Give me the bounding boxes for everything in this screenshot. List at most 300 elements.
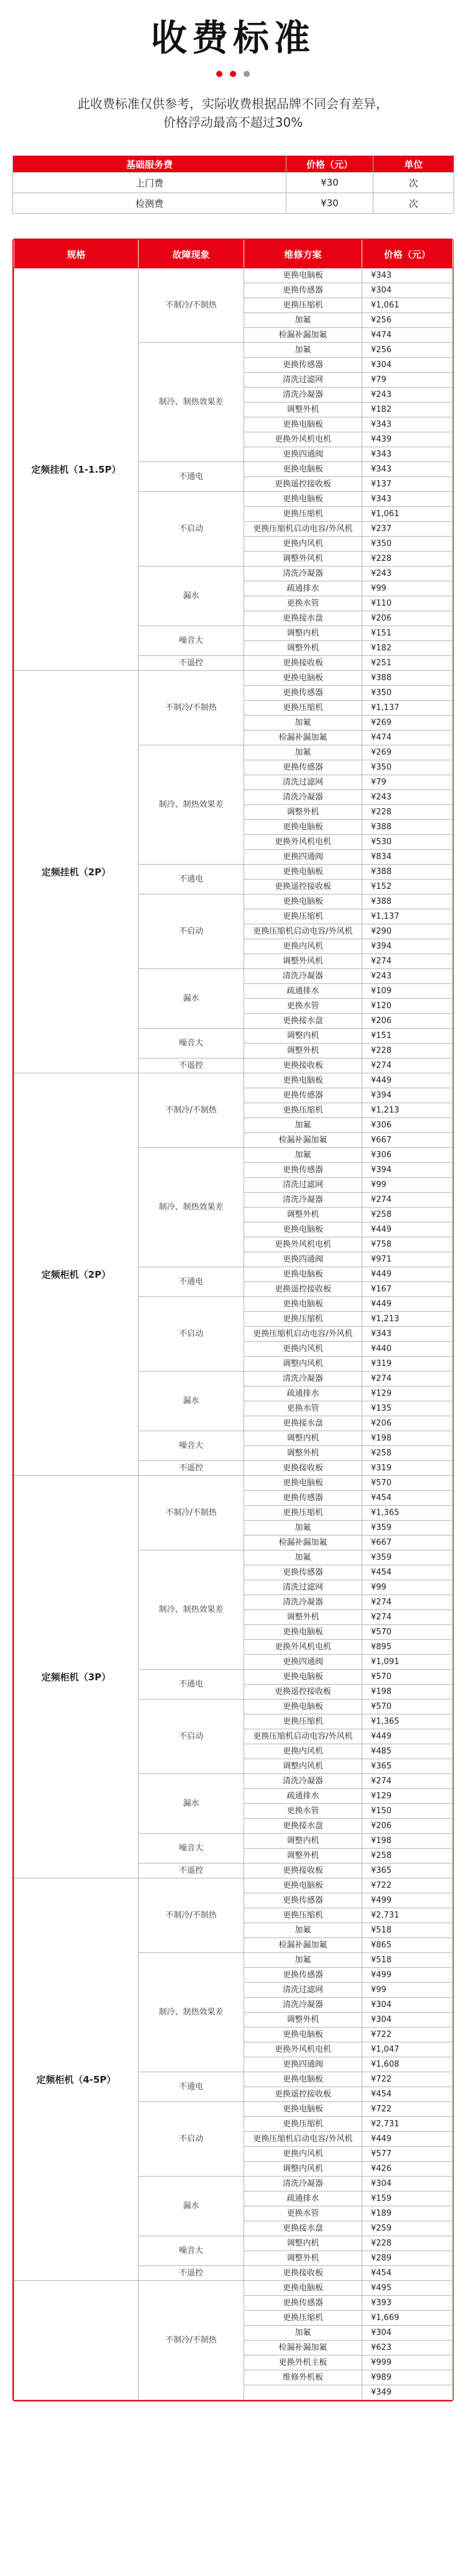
price-cell: ¥474 [362,730,453,745]
solution-cell: 更换电脑板 [244,1267,362,1282]
price-cell: ¥259 [362,2221,453,2236]
header-cell: 基础服务费 [13,156,286,173]
solution-cell: 清洗冷凝器 [244,1372,362,1386]
price-cell: ¥258 [362,1208,453,1222]
solution-cell: 调整外风机 [244,552,362,567]
solution-cell: 调整内机 [244,2236,362,2251]
solution-cell: 更换传感器 [244,1163,362,1178]
price-cell: ¥1,091 [362,1655,453,1670]
price-cell: ¥99 [362,1178,453,1193]
price-cell: ¥394 [362,1163,453,1178]
price-cell: ¥110 [362,596,453,611]
solution-cell: 清洗冷凝器 [244,1193,362,1208]
solution-cell: 更换水管 [244,1804,362,1819]
solution-cell: 更换电脑板 [244,865,362,880]
price-cell: ¥834 [362,850,453,865]
price-cell: ¥79 [362,775,453,790]
fault-cell: 不通电 [139,1670,244,1700]
price-cell: ¥304 [362,358,453,373]
price-cell: ¥269 [362,745,453,760]
price-cell: ¥667 [362,1536,453,1550]
table-header-row [14,240,453,268]
solution-cell: 更换接收板 [244,1864,362,1878]
solution-cell: 清洗冷凝器 [244,1595,362,1610]
price-cell: ¥274 [362,1774,453,1789]
fault-cell: 制冷、制热效果差 [139,745,244,865]
solution-cell: 加氟 [244,313,362,328]
fault-cell: 制冷、制热效果差 [139,1953,244,2072]
solution-cell: 更换电脑板 [244,2102,362,2117]
price-cell: ¥256 [362,343,453,358]
fault-cell: 漏水 [139,1774,244,1834]
fault-cell: 不启动 [139,1297,244,1372]
solution-cell: 调整内风机 [244,2162,362,2177]
price-cell: ¥256 [362,313,453,328]
solution-cell: 调整内机 [244,1834,362,1849]
fault-cell: 制冷、制热效果差 [139,1550,244,1670]
price-cell: ¥151 [362,626,453,641]
solution-cell: 清洗冷凝器 [244,969,362,984]
price-cell: ¥228 [362,2236,453,2251]
price-cell: ¥137 [362,477,453,492]
solution-cell: 更换传感器 [244,1491,362,1506]
price-cell: ¥1,213 [362,1312,453,1327]
solution-cell: 疏通排水 [244,1386,362,1401]
price-cell: ¥152 [362,880,453,894]
table-row [13,193,454,214]
solution-cell: 更换电脑板 [244,894,362,909]
price-cell: ¥274 [362,1193,453,1208]
solution-cell: 更换传感器 [244,1565,362,1580]
price-cell: ¥198 [362,1685,453,1700]
price-cell: ¥304 [362,283,453,298]
solution-cell: 加氟 [244,1118,362,1133]
fault-cell: 漏水 [139,567,244,626]
price-cell: ¥274 [362,1058,453,1073]
price-cell: ¥343 [362,462,453,477]
price-cell: ¥758 [362,1237,453,1252]
service-cell: 上门费 [13,173,286,193]
solution-cell: 加氟 [244,745,362,760]
solution-cell: 更换内风机 [244,1744,362,1759]
solution-cell: 检漏补漏加氟 [244,328,362,343]
solution-cell: 清洗过滤网 [244,1580,362,1595]
price-cell: ¥79 [362,373,453,388]
price-cell: ¥394 [362,939,453,954]
solution-cell: 更换四通阀 [244,447,362,462]
price-cell: ¥319 [362,1357,453,1372]
price-cell: ¥306 [362,1118,453,1133]
solution-cell: 清洗过滤网 [244,1983,362,1998]
table-header-row [13,156,454,173]
solution-cell: 加氟 [244,343,362,358]
spec-cell: 定频柜机（2P） [14,1073,139,1476]
solution-cell: 更换外风机电机 [244,1237,362,1252]
price-cell: ¥258 [362,1849,453,1864]
price-cell: ¥189 [362,2206,453,2221]
solution-cell: 更换电脑板 [244,1073,362,1088]
price-cell: ¥206 [362,611,453,626]
price-cell: ¥359 [362,1550,453,1565]
price-cell: ¥206 [362,1014,453,1029]
price-cell: ¥454 [362,1491,453,1506]
price-cell: ¥989 [362,2370,453,2385]
price-cell: ¥129 [362,1789,453,1804]
solution-cell: 更换内风机 [244,2147,362,2162]
solution-cell: 更换传感器 [244,686,362,701]
fault-cell: 不启动 [139,894,244,969]
solution-cell: 更换传感器 [244,760,362,775]
price-cell: ¥570 [362,1670,453,1685]
solution-cell: 更换电脑板 [244,671,362,686]
solution-cell: 检漏补漏加氟 [244,1133,362,1148]
price-cell: ¥206 [362,1819,453,1834]
price-cell: ¥570 [362,1700,453,1714]
solution-cell: 调整外机 [244,805,362,820]
price-cell: ¥394 [362,1088,453,1103]
price-cell: ¥449 [362,1297,453,1312]
price-cell: ¥1,061 [362,298,453,313]
solution-cell: 更换电脑板 [244,417,362,432]
price-cell: ¥1,047 [362,2042,453,2057]
price-cell: ¥365 [362,1864,453,1878]
price-cell: ¥439 [362,432,453,447]
solution-cell: 更换电脑板 [244,1476,362,1491]
solution-cell: 更换压缩机启动电容/外风机 [244,1327,362,1342]
solution-cell: 更换接水盘 [244,1416,362,1431]
fault-cell: 不遥控 [139,2266,244,2281]
price-cell: ¥349 [362,2385,453,2400]
price-cell: ¥109 [362,984,453,999]
solution-cell: 更换遥控接收板 [244,880,362,894]
solution-cell: 更换压缩机 [244,1312,362,1327]
solution-cell: 更换接水盘 [244,1014,362,1029]
solution-cell [244,2385,362,2400]
solution-cell: 更换电脑板 [244,2072,362,2087]
price-cell: ¥150 [362,1804,453,1819]
table-row [14,268,453,283]
price-cell: ¥999 [362,2355,453,2370]
price-cell: ¥99 [362,581,453,596]
solution-cell: 更换水管 [244,596,362,611]
price-cell: ¥359 [362,1521,453,1536]
solution-cell: 检漏补漏加氟 [244,2341,362,2355]
solution-cell: 更换外机主板 [244,2355,362,2370]
solution-cell: 更换传感器 [244,1968,362,1983]
price-cell: ¥440 [362,1342,453,1357]
price-cell: ¥350 [362,686,453,701]
price-cell: ¥1,137 [362,701,453,716]
price-cell: ¥343 [362,268,453,283]
solution-cell: 加氟 [244,1550,362,1565]
price-cell: ¥350 [362,537,453,552]
solution-cell: 检漏补漏加氟 [244,1938,362,1953]
title-dots [0,71,466,77]
solution-cell: 调整外机 [244,1610,362,1625]
price-cell: ¥388 [362,820,453,835]
solution-cell: 更换电脑板 [244,820,362,835]
solution-cell: 更换电脑板 [244,1625,362,1640]
price-cell: ¥350 [362,760,453,775]
price-cell: ¥243 [362,790,453,805]
solution-cell: 更换内风机 [244,537,362,552]
solution-cell: 清洗过滤网 [244,1178,362,1193]
solution-cell: 更换传感器 [244,1088,362,1103]
price-cell: ¥243 [362,567,453,581]
price-cell: ¥2,731 [362,1908,453,1923]
price-cell: ¥454 [362,2266,453,2281]
dot-icon [244,71,250,77]
solution-cell: 更换电脑板 [244,2028,362,2042]
solution-cell: 更换接水盘 [244,1819,362,1834]
solution-cell: 调整外机 [244,641,362,656]
solution-cell: 更换压缩机启动电容/外风机 [244,2132,362,2147]
solution-cell: 更换四通阀 [244,1655,362,1670]
solution-cell: 更换接收板 [244,656,362,671]
solution-cell: 更换压缩机 [244,507,362,522]
solution-cell: 更换接水盘 [244,611,362,626]
price-cell: ¥251 [362,656,453,671]
price-cell: ¥895 [362,1640,453,1655]
price-cell: ¥454 [362,1565,453,1580]
fault-cell: 不通电 [139,865,244,894]
fault-cell: 不通电 [139,462,244,492]
solution-cell: 更换传感器 [244,2296,362,2311]
description-line: 此收费标准仅供参考，实际收费根据品牌不同会有差异， [78,96,388,111]
solution-cell: 调整外机 [244,2013,362,2028]
price-cell: ¥304 [362,2013,453,2028]
solution-cell: 检漏补漏加氟 [244,1536,362,1550]
solution-cell: 更换压缩机 [244,909,362,924]
price-cell: ¥274 [362,954,453,969]
dot-icon [230,71,236,77]
solution-cell: 更换接收板 [244,1461,362,1476]
price-cell: ¥206 [362,1416,453,1431]
price-cell: ¥1,365 [362,1506,453,1521]
solution-cell: 更换压缩机 [244,1103,362,1118]
solution-cell: 调整外机 [244,2251,362,2266]
spec-cell: 定频挂机（2P） [14,671,139,1073]
solution-cell: 清洗冷凝器 [244,2177,362,2191]
price-cell: ¥722 [362,2102,453,2117]
solution-cell: 加氟 [244,1521,362,1536]
price-cell: ¥1,061 [362,507,453,522]
fault-cell: 噪音大 [139,2236,244,2266]
solution-cell: 更换四通阀 [244,2057,362,2072]
solution-cell: 更换压缩机 [244,1506,362,1521]
solution-cell: 疏通排水 [244,2191,362,2206]
solution-cell: 更换电脑板 [244,1878,362,1893]
price-cell: ¥449 [362,1267,453,1282]
header-cell: 价格（元） [286,156,373,173]
solution-cell: 更换传感器 [244,1893,362,1908]
solution-cell: 更换电脑板 [244,2281,362,2296]
solution-cell: 维修外机板 [244,2370,362,2385]
price-cell: ¥269 [362,716,453,730]
fault-cell: 噪音大 [139,1431,244,1461]
solution-cell: 更换压缩机 [244,2311,362,2326]
page-description [0,94,466,132]
price-cell: ¥274 [362,1595,453,1610]
solution-cell: 更换水管 [244,1401,362,1416]
solution-cell: 更换外风机电机 [244,835,362,850]
spec-cell [14,2281,139,2400]
solution-cell: 调整外机 [244,1849,362,1864]
price-cell: ¥99 [362,1983,453,1998]
fault-cell: 不遥控 [139,1461,244,1476]
solution-cell: 更换压缩机 [244,1908,362,1923]
solution-cell: 更换电脑板 [244,268,362,283]
solution-cell: 调整外机 [244,1044,362,1058]
price-cell: ¥1,669 [362,2311,453,2326]
price-cell: ¥290 [362,924,453,939]
unit-cell: 次 [373,193,454,214]
table-row [14,1878,453,1893]
solution-cell: 更换电脑板 [244,1297,362,1312]
solution-cell: 更换内风机 [244,939,362,954]
price-cell: ¥228 [362,805,453,820]
fault-cell: 不启动 [139,1700,244,1774]
price-cell: ¥343 [362,492,453,507]
fault-cell: 噪音大 [139,1029,244,1058]
price-cell: ¥2,731 [362,2117,453,2132]
price-cell: ¥474 [362,328,453,343]
price-cell: ¥1,137 [362,909,453,924]
fault-cell: 漏水 [139,2177,244,2236]
fault-cell: 漏水 [139,1372,244,1431]
price-cell: ¥449 [362,1729,453,1744]
price-cell: ¥159 [362,2191,453,2206]
solution-cell: 调整内风机 [244,1357,362,1372]
solution-cell: 调整外机 [244,1208,362,1222]
price-cell: ¥667 [362,1133,453,1148]
header-cell: 规格 [14,240,139,268]
price-cell: ¥30 [286,193,373,214]
price-cell: ¥182 [362,641,453,656]
price-cell: ¥393 [362,2296,453,2311]
price-cell: ¥518 [362,1923,453,1938]
solution-cell: 调整内风机 [244,1759,362,1774]
price-cell: ¥243 [362,969,453,984]
service-cell: 检测费 [13,193,286,214]
solution-cell: 调整外机 [244,1446,362,1461]
price-cell: ¥865 [362,1938,453,1953]
solution-cell: 疏通排水 [244,581,362,596]
solution-cell: 更换四通阀 [244,850,362,865]
price-cell: ¥454 [362,2087,453,2102]
price-cell: ¥274 [362,1372,453,1386]
fault-cell: 制冷、制热效果差 [139,1148,244,1267]
header-cell: 故障现象 [139,240,244,268]
price-cell: ¥722 [362,2028,453,2042]
solution-cell: 更换接收板 [244,1058,362,1073]
basic-service-table [12,155,454,214]
price-cell: ¥274 [362,1610,453,1625]
price-cell: ¥449 [362,1073,453,1088]
price-cell: ¥343 [362,1327,453,1342]
fault-cell: 漏水 [139,969,244,1029]
table-row [14,2281,453,2296]
price-cell: ¥722 [362,1878,453,1893]
header-cell: 价格（元） [362,240,453,268]
solution-cell: 更换电脑板 [244,1222,362,1237]
solution-cell: 更换水管 [244,2206,362,2221]
price-cell: ¥1,608 [362,2057,453,2072]
price-cell: ¥570 [362,1476,453,1491]
price-cell: ¥228 [362,1044,453,1058]
price-cell: ¥129 [362,1386,453,1401]
solution-cell: 更换压缩机启动电容/外风机 [244,1729,362,1744]
spec-cell: 定频挂机（1-1.5P） [14,268,139,671]
price-cell: ¥237 [362,522,453,537]
solution-cell: 更换接水盘 [244,2221,362,2236]
price-cell: ¥343 [362,417,453,432]
fault-cell: 不制冷/不制热 [139,1878,244,1953]
price-cell: ¥343 [362,447,453,462]
price-cell: ¥530 [362,835,453,850]
fault-cell: 不制冷/不制热 [139,671,244,745]
solution-cell: 清洗冷凝器 [244,790,362,805]
price-cell: ¥426 [362,2162,453,2177]
solution-cell: 更换压缩机 [244,298,362,313]
price-cell: ¥485 [362,1744,453,1759]
solution-cell: 清洗冷凝器 [244,1998,362,2013]
fault-cell: 不通电 [139,1267,244,1297]
solution-cell: 调整外机 [244,403,362,417]
price-cell: ¥388 [362,671,453,686]
price-cell: ¥99 [362,1580,453,1595]
price-cell: ¥304 [362,2177,453,2191]
solution-cell: 加氟 [244,2326,362,2341]
solution-cell: 疏通排水 [244,984,362,999]
repair-price-table-body [14,268,453,2400]
repair-price-table-frame [12,239,454,2401]
fault-cell: 不制冷/不制热 [139,1073,244,1148]
solution-cell: 更换电脑板 [244,1700,362,1714]
table-row [14,1476,453,1491]
spec-cell: 定频柜机（3P） [14,1476,139,1878]
solution-cell: 加氟 [244,1923,362,1938]
price-cell: ¥135 [362,1401,453,1416]
table-row [13,173,454,193]
price-cell: ¥388 [362,894,453,909]
price-cell: ¥306 [362,1148,453,1163]
solution-cell: 调整外风机 [244,954,362,969]
solution-cell: 加氟 [244,716,362,730]
price-cell: ¥971 [362,1252,453,1267]
price-cell: ¥304 [362,2326,453,2341]
repair-price-table [14,240,453,2400]
solution-cell: 更换压缩机 [244,701,362,716]
price-cell: ¥30 [286,173,373,193]
fault-cell: 不启动 [139,2102,244,2177]
solution-cell: 更换电脑板 [244,1670,362,1685]
spec-cell: 定频柜机（4-5P） [14,1878,139,2281]
solution-cell: 更换传感器 [244,358,362,373]
header-cell: 单位 [373,156,454,173]
fault-cell: 不遥控 [139,656,244,671]
price-cell: ¥518 [362,1953,453,1968]
solution-cell: 加氟 [244,1148,362,1163]
fault-cell: 不遥控 [139,1864,244,1878]
price-cell: ¥495 [362,2281,453,2296]
header-cell: 维修方案 [244,240,362,268]
price-cell: ¥120 [362,999,453,1014]
fault-cell: 不通电 [139,2072,244,2102]
price-cell: ¥722 [362,2072,453,2087]
price-cell: ¥243 [362,388,453,403]
price-cell: ¥577 [362,2147,453,2162]
